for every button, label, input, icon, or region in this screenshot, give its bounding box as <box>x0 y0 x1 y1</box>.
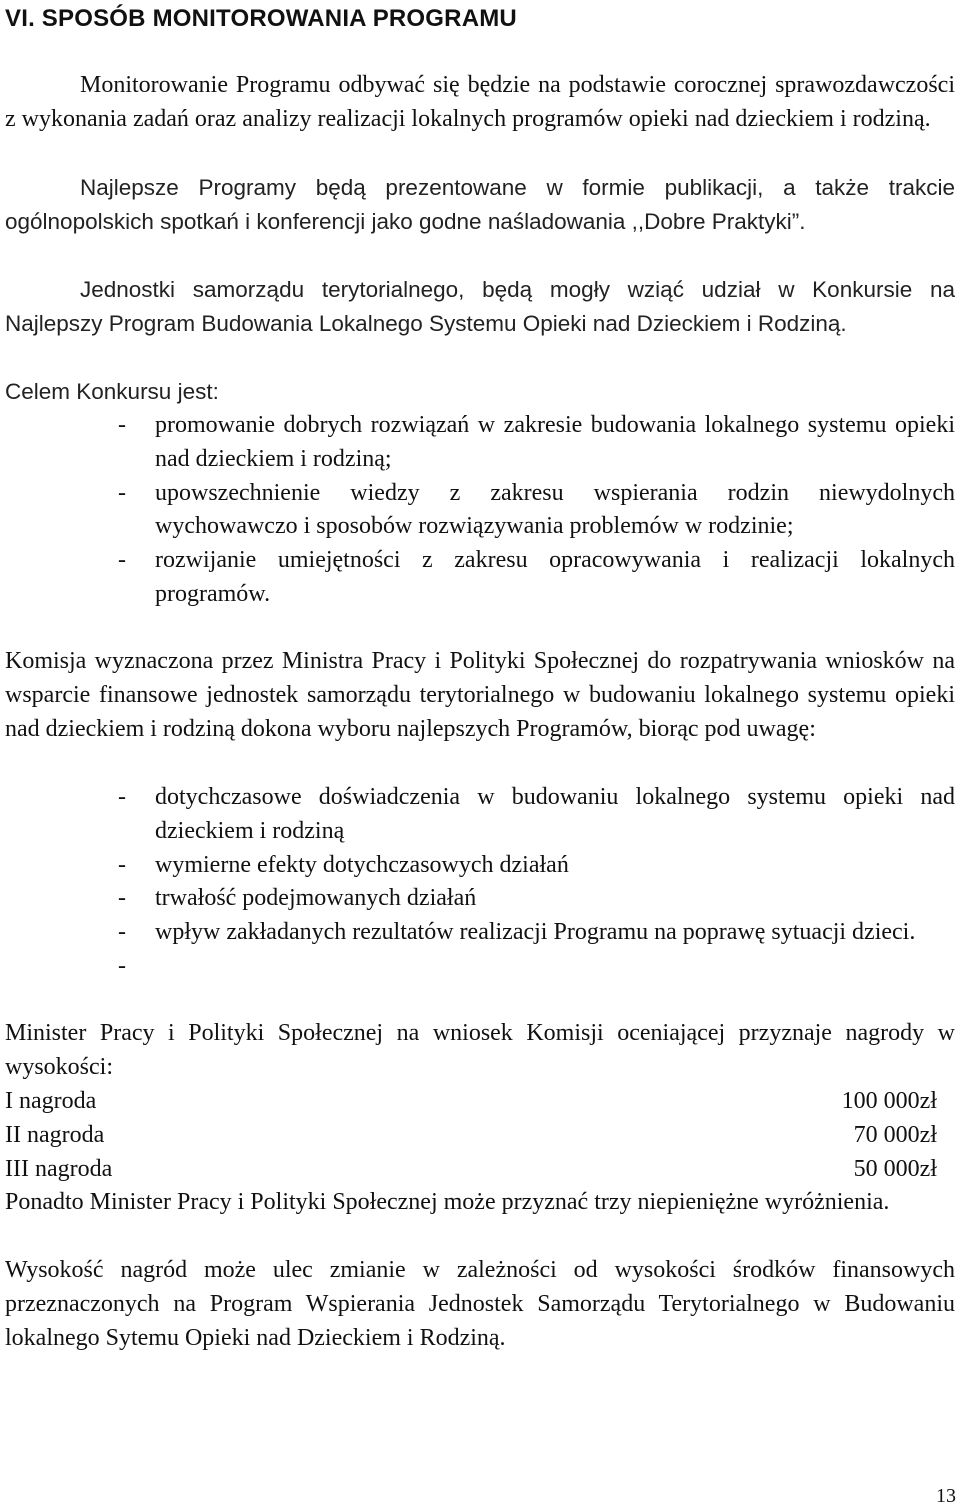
paragraph-commission: Komisja wyznaczona przez Ministra Pracy i Polityki Społecznej do rozpatrywania wniosków na wsparcie finansowe jednostek samorządu terytorialnego w budowaniu lokalnego systemu opieki nad dzieckiem i rodziną dokona wyboru najlepszych Programów, biorąc pod uwagę: <box>5 648 955 742</box>
section-title: VI. SPOSÓB MONITOROWANIA PROGRAMU <box>5 5 517 32</box>
list-dash: - <box>118 479 126 506</box>
list-item-text: promowanie dobrych rozwiązań w zakresie budowania lokalnego systemu opieki nad dzieckiem i rodziną; <box>155 412 955 472</box>
list-dash: - <box>118 851 126 878</box>
goals-intro: Celem Konkursu jest: <box>5 379 219 404</box>
list-item-text: wymierne efekty dotychczasowych działań <box>155 851 569 878</box>
list-item <box>5 882 955 916</box>
prize-label: III nagroda <box>5 1155 113 1182</box>
prize-amount: 100 000zł <box>841 1088 937 1114</box>
list-item-text: dotychczasowe doświadczenia w budowaniu lokalnego systemu opieki nad dzieckiem i rodziną <box>155 784 955 844</box>
paragraph-distinctions: Ponadto Minister Pracy i Polityki Społecznej może przyznać trzy niepieniężne wyróżnienia. <box>5 1189 890 1215</box>
list-item-text: wpływ zakładanych rezultatów realizacji Programu na poprawę sytuacji dzieci. <box>155 919 916 946</box>
prize-amount: 50 000zł <box>853 1155 937 1182</box>
list-dash: - <box>118 919 126 946</box>
prize-row <box>5 1153 955 1187</box>
prize-row <box>5 1119 955 1153</box>
list-item <box>5 781 955 849</box>
list-item <box>5 477 955 545</box>
prize-amount: 70 000zł <box>853 1121 937 1148</box>
list-item <box>5 950 955 984</box>
prize-label: I nagroda <box>5 1088 97 1114</box>
list-item-text: upowszechnienie wiedzy z zakresu wspierania rodzin niewydolnych wychowawczo i sposobów rozwiązywania problemów w rodzinie; <box>155 479 955 540</box>
paragraph-monitoring: Monitorowanie Programu odbywać się będzie na podstawie corocznej sprawozdawczości z wykonania zadań oraz analizy realizacji lokalnych programów opieki nad dzieckiem i rodziną. <box>5 72 955 132</box>
paragraph-best-programs: Najlepsze Programy będą prezentowane w formie publikacji, a także trakcie ogólnopolskich spotkań i konferencji jako godne naśladowania ,,Dobre Praktyki”. <box>5 175 955 234</box>
list-dash: - <box>118 885 126 912</box>
list-dash: - <box>118 547 126 574</box>
list-item <box>5 544 955 612</box>
list-dash: - <box>118 952 126 979</box>
list-item <box>5 916 955 950</box>
paragraph-awards: Minister Pracy i Polityki Społecznej na wniosek Komisji oceniającej przyznaje nagrody w wysokości: <box>5 1020 955 1080</box>
list-dash: - <box>118 412 126 438</box>
list-item <box>5 849 955 883</box>
list-dash: - <box>118 784 126 810</box>
list-item <box>5 409 955 477</box>
paragraph-units: Jednostki samorządu terytorialnego, będą mogły wziąć udział w Konkursie na Najlepszy Program Budowania Lokalnego Systemu Opieki nad Dzieckiem i Rodziną. <box>5 277 955 336</box>
list-item-text: rozwijanie umiejętności z zakresu opracowywania i realizacji lokalnych programów. <box>155 547 955 607</box>
prizes-list <box>5 1085 955 1186</box>
criteria-list <box>5 781 955 984</box>
goals-list <box>5 409 955 612</box>
prize-row <box>5 1085 955 1119</box>
paragraph-amount-dependency: Wysokość nagród może ulec zmianie w zależności od wysokości środków finansowych przeznaczonych na Program Wspierania Jednostek Samorządu Terytorialnego w Budowaniu lokalnego Sytemu Opieki nad Dzieckiem i Rodziną. <box>5 1257 955 1351</box>
prize-label: II nagroda <box>5 1121 105 1148</box>
list-item-text: trwałość podejmowanych działań <box>155 885 477 912</box>
page-number: 13 <box>936 1485 956 1507</box>
